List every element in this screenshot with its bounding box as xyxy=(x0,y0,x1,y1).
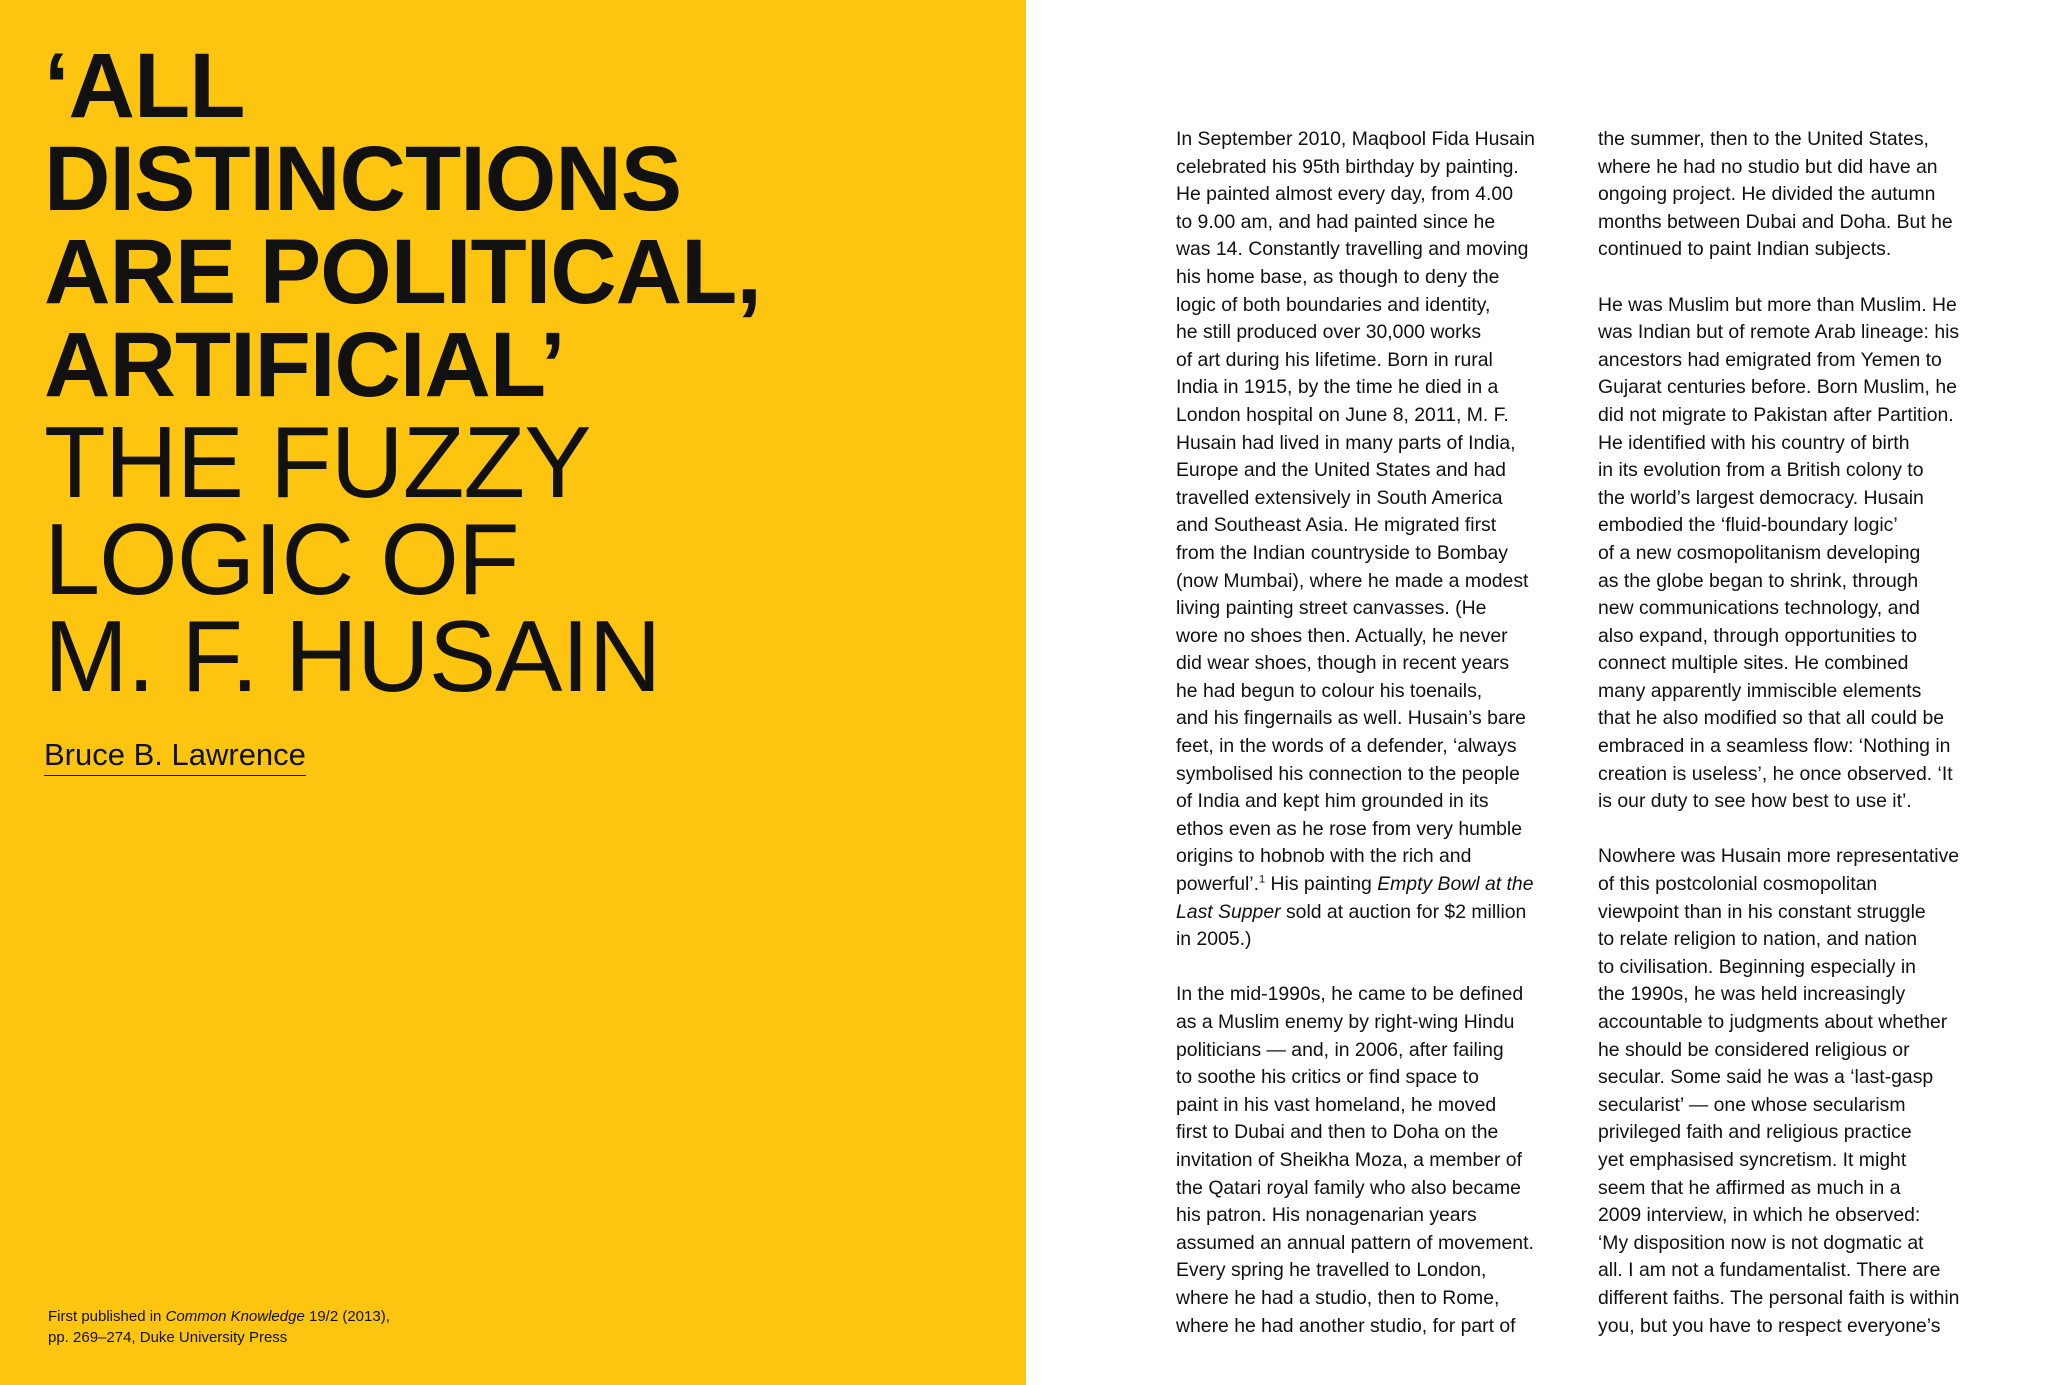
text-line: In September 2010, Maqbool Fida Husain xyxy=(1176,128,1535,150)
text-line: he still produced over 30,000 works xyxy=(1176,321,1482,344)
text-line: He painted almost every day, from 4.00 xyxy=(1176,183,1513,206)
text-line: to soothe his critics or find space to xyxy=(1176,1066,1479,1089)
text-fragment: His painting xyxy=(1265,873,1378,896)
text-line: politicians — and, in 2006, after failing xyxy=(1176,1038,1504,1061)
text-line: India in 1915, by the time he died in a xyxy=(1176,376,1499,399)
text-fragment: sold at auction for $2 million xyxy=(1280,900,1527,923)
text-line: as the globe began to shrink, through xyxy=(1598,569,1919,592)
text-line: his patron. His nonagenarian years xyxy=(1176,1204,1477,1227)
text-line xyxy=(1176,871,1606,899)
text-line: he had begun to colour his toenails, xyxy=(1176,679,1483,702)
text-line: secular. Some said he was a ‘last-gasp xyxy=(1598,1066,1934,1089)
text-line: and Southeast Asia. He migrated first xyxy=(1176,514,1497,537)
text-line: the summer, then to the United States, xyxy=(1598,128,1929,150)
text-line: He was Muslim but more than Muslim. He xyxy=(1598,293,1957,316)
text-line: assumed an annual pattern of movement. xyxy=(1176,1231,1534,1254)
title-line: ‘ALL xyxy=(44,35,245,137)
text-line: first to Dubai and then to Doha on the xyxy=(1176,1121,1499,1144)
paragraph xyxy=(1176,126,1606,954)
text-column-2 xyxy=(1598,126,2028,1368)
text-line: ‘My disposition now is not dogmatic at xyxy=(1598,1231,1924,1254)
text-line: secularist’ — one whose secularism xyxy=(1598,1093,1906,1116)
text-line: connect multiple sites. He combined xyxy=(1598,652,1909,675)
text-line: embodied the ‘fluid-boundary logic’ xyxy=(1598,514,1898,537)
author-name: Bruce B. Lawrence xyxy=(44,736,306,776)
text-line: to 9.00 am, and had painted since he xyxy=(1176,210,1496,233)
text-line: that he also modified so that all could be xyxy=(1598,707,1945,730)
text-line: privileged faith and religious practice xyxy=(1598,1121,1912,1144)
text-line: was Indian but of remote Arab lineage: his xyxy=(1598,321,1960,344)
text-line: symbolised his connection to the people xyxy=(1176,762,1520,785)
footnote-marker: 1 xyxy=(1259,873,1266,886)
text-line: of a new cosmopolitanism developing xyxy=(1598,541,1921,564)
text-line: invitation of Sheikha Moza, a member of xyxy=(1176,1148,1522,1171)
text-line: Husain had lived in many parts of India, xyxy=(1176,431,1516,454)
text-line: seem that he affirmed as much in a xyxy=(1598,1176,1901,1199)
text-line: from the Indian countryside to Bombay xyxy=(1176,541,1508,564)
text-line: where he had no studio but did have an xyxy=(1598,155,1938,178)
text-line: continued to paint Indian subjects. xyxy=(1598,238,1892,261)
text-line: ethos even as he rose from very humble xyxy=(1176,817,1522,840)
paragraph xyxy=(1176,981,1606,1340)
text-line: different faiths. The personal faith is within xyxy=(1598,1286,1960,1309)
text-line: he should be considered religious or xyxy=(1598,1038,1910,1061)
article-subtitle xyxy=(44,407,661,713)
text-line: Every spring he travelled to London, xyxy=(1176,1259,1487,1282)
subtitle-line: THE FUZZY xyxy=(44,407,591,519)
subtitle-line: M. F. HUSAIN xyxy=(44,601,661,713)
text-line: living painting street canvasses. (He xyxy=(1176,597,1487,620)
title-line: ARTIFICIAL’ xyxy=(44,314,565,416)
text-line: accountable to judgments about whether xyxy=(1598,1011,1948,1033)
text-line: Europe and the United States and had xyxy=(1176,459,1506,482)
text-line: London hospital on June 8, 2011, M. F. xyxy=(1176,403,1509,426)
text-line: origins to hobnob with the rich and xyxy=(1176,845,1472,868)
paragraph xyxy=(1598,843,2028,1340)
text-line: was 14. Constantly travelling and moving xyxy=(1176,238,1529,261)
text-line: where he had a studio, then to Rome, xyxy=(1176,1286,1500,1309)
paragraph xyxy=(1598,292,2028,816)
text-line: feet, in the words of a defender, ‘always xyxy=(1176,735,1517,758)
text-line: paint in his vast homeland, he moved xyxy=(1176,1093,1497,1116)
text-line: yet emphasised syncretism. It might xyxy=(1598,1148,1907,1171)
text-line: his home base, as though to deny the xyxy=(1176,265,1500,288)
text-line: in its evolution from a British colony to xyxy=(1598,459,1924,482)
journal-name: Common Knowledge xyxy=(165,1308,305,1325)
text-line: is our duty to see how best to use it’. xyxy=(1598,790,1912,813)
artwork-title: Last Supper xyxy=(1176,900,1281,923)
text-line: 2009 interview, in which he observed: xyxy=(1598,1204,1921,1227)
text-line: also expand, through opportunities to xyxy=(1598,624,1918,647)
text-line: the world’s largest democracy. Husain xyxy=(1598,486,1924,509)
text-line: viewpoint than in his constant struggle xyxy=(1598,900,1926,923)
note-suffix: 19/2 (2013), xyxy=(304,1308,390,1325)
text-line: as a Muslim enemy by right-wing Hindu xyxy=(1176,1011,1515,1033)
text-line: He identified with his country of birth xyxy=(1598,431,1910,454)
publication-note xyxy=(48,1306,390,1348)
text-line: in 2005.) xyxy=(1176,928,1252,951)
text-line: did wear shoes, though in recent years xyxy=(1176,652,1510,675)
text-line: logic of both boundaries and identity, xyxy=(1176,293,1491,316)
article-title-bold xyxy=(44,35,761,416)
text-line: the Qatari royal family who also became xyxy=(1176,1176,1521,1199)
paragraph xyxy=(1598,126,2028,264)
text-line: Nowhere was Husain more representative xyxy=(1598,845,1960,868)
text-column-1 xyxy=(1176,126,1606,1368)
note-prefix: First published in xyxy=(48,1308,166,1325)
text-fragment: powerful’. xyxy=(1176,873,1259,896)
note-line-2: pp. 269–274, Duke University Press xyxy=(48,1329,288,1346)
text-line: ongoing project. He divided the autumn xyxy=(1598,183,1936,206)
text-line: you, but you have to respect everyone’s xyxy=(1598,1314,1941,1337)
title-line: ARE POLITICAL, xyxy=(44,221,761,323)
text-line: ancestors had emigrated from Yemen to xyxy=(1598,348,1942,371)
text-line: In the mid-1990s, he came to be defined xyxy=(1176,983,1524,1006)
text-line: travelled extensively in South America xyxy=(1176,486,1503,509)
text-line: the 1990s, he was held increasingly xyxy=(1598,983,1906,1006)
text-line: many apparently immiscible elements xyxy=(1598,679,1922,702)
text-line: of India and kept him grounded in its xyxy=(1176,790,1489,813)
text-line: (now Mumbai), where he made a modest xyxy=(1176,569,1529,592)
text-line: of art during his lifetime. Born in rural xyxy=(1176,348,1493,371)
text-line: to relate religion to nation, and nation xyxy=(1598,928,1918,951)
text-line: did not migrate to Pakistan after Partition. xyxy=(1598,403,1954,426)
text-line: celebrated his 95th birthday by painting. xyxy=(1176,155,1519,178)
text-line: and his fingernails as well. Husain’s bare xyxy=(1176,707,1526,730)
text-line: where he had another studio, for part of xyxy=(1176,1314,1516,1337)
text-line xyxy=(1176,899,1606,927)
text-line: months between Dubai and Doha. But he xyxy=(1598,210,1953,233)
text-line: new communications technology, and xyxy=(1598,597,1920,620)
text-line: embraced in a seamless flow: ‘Nothing in xyxy=(1598,735,1951,758)
subtitle-line: LOGIC OF xyxy=(44,504,519,616)
text-line: all. I am not a fundamentalist. There are xyxy=(1598,1259,1941,1282)
artwork-title: Empty Bowl at the xyxy=(1377,873,1534,896)
text-line: wore no shoes then. Actually, he never xyxy=(1176,624,1508,647)
text-line: to civilisation. Beginning especially in xyxy=(1598,955,1916,978)
text-line: creation is useless’, he once observed. ‘It xyxy=(1598,762,1953,785)
title-line: DISTINCTIONS xyxy=(44,128,682,230)
text-line: of this postcolonial cosmopolitan xyxy=(1598,873,1878,896)
text-line: Gujarat centuries before. Born Muslim, he xyxy=(1598,376,1957,399)
